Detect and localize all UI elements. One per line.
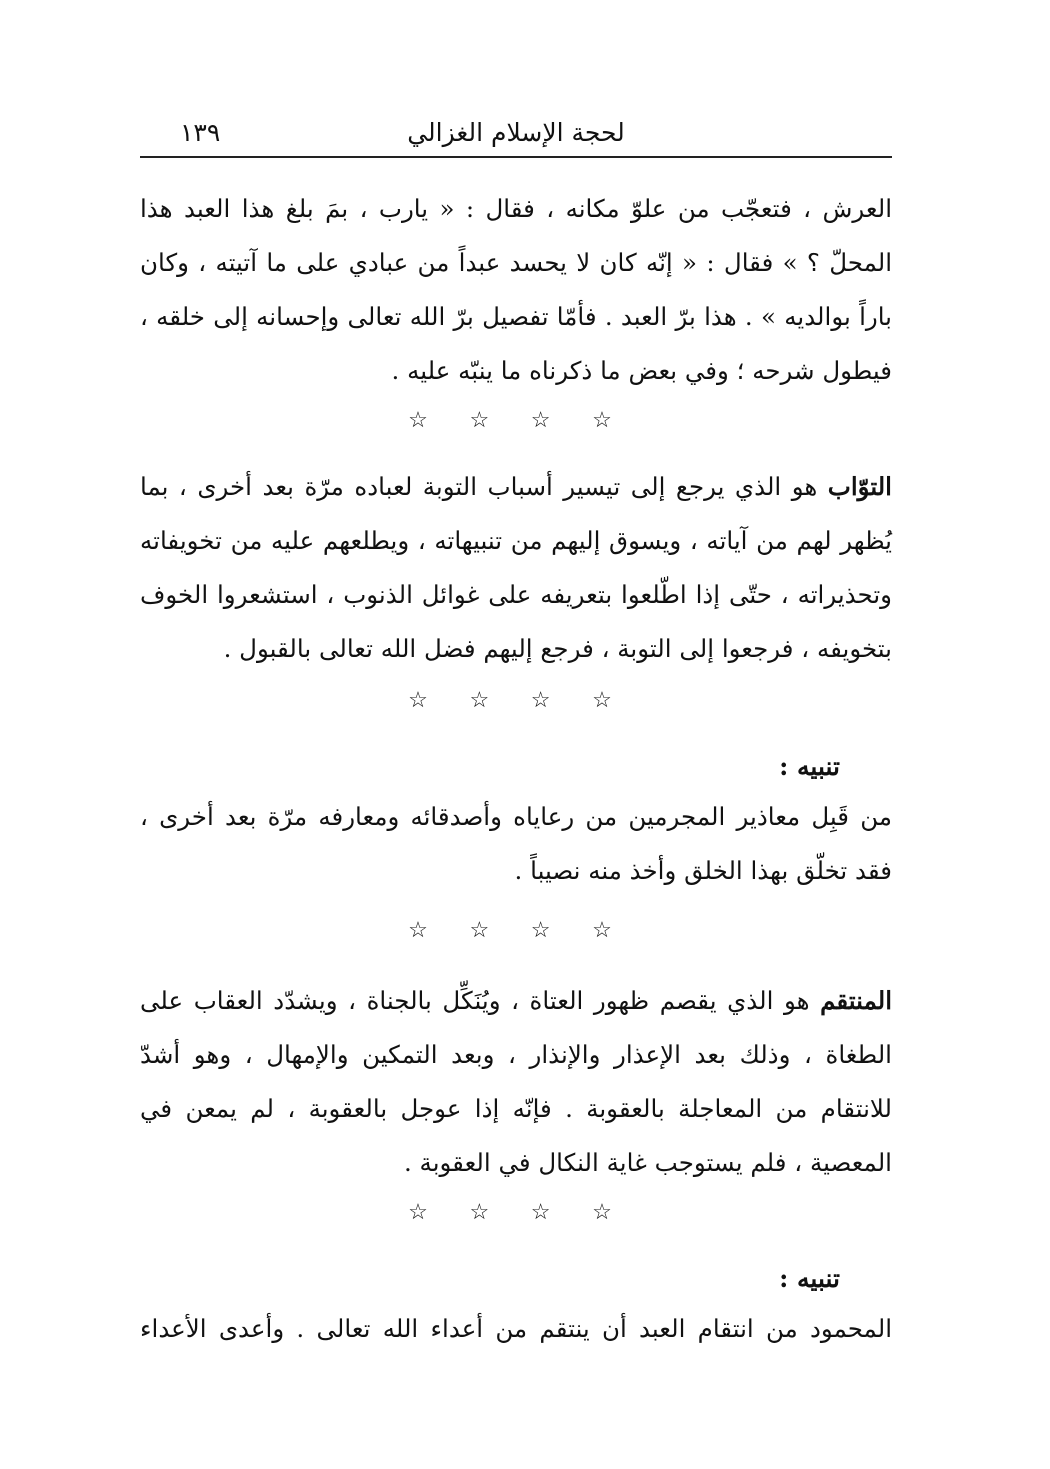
star-icon: ☆ bbox=[408, 918, 428, 943]
star-icon: ☆ bbox=[592, 918, 612, 943]
star-icon: ☆ bbox=[469, 918, 490, 943]
tawwab-text: هو الذي يرجع إلى تيسير أسباب التوبة لعباده مرّة بعد أخرى ، بما يُظهر لهم من آياته ، ويسوق إليهم من تنبيهاته ، ويطلعهم عليه من تخويفاته وتحذيراته ، حتّى إذا اطّلعوا بتعريفه على غوائل الذنوب ، استشعروا الخوف بتخويفه ، فرجعوا إلى التوبة ، فرجع إليهم فضل الله تعالى بالقبول . bbox=[140, 472, 892, 663]
star-icon: ☆ bbox=[408, 408, 428, 433]
header-title: لحجة الإسلام الغزالي bbox=[407, 118, 625, 147]
separator-stars-2 bbox=[405, 686, 615, 716]
page-number: ١٣٩ bbox=[180, 118, 221, 147]
star-icon: ☆ bbox=[530, 688, 551, 713]
star-icon: ☆ bbox=[469, 1200, 490, 1225]
star-icon: ☆ bbox=[469, 688, 490, 713]
paragraph-muntaqim bbox=[140, 974, 892, 1190]
running-header bbox=[140, 108, 892, 158]
star-icon: ☆ bbox=[530, 408, 551, 433]
term-muntaqim: المنتقم bbox=[820, 986, 892, 1015]
star-icon: ☆ bbox=[530, 1200, 551, 1225]
note-title-1: تنبيه : bbox=[779, 752, 840, 781]
star-icon: ☆ bbox=[469, 408, 490, 433]
star-icon: ☆ bbox=[408, 1200, 428, 1225]
note-text-2: المحمود من انتقام العبد أن ينتقم من أعداء الله تعالى . وأعدى الأعداء bbox=[140, 1314, 892, 1343]
star-icon: ☆ bbox=[530, 918, 551, 943]
separator-stars-4 bbox=[405, 1198, 615, 1228]
paragraph-tawwab bbox=[140, 460, 892, 676]
star-icon: ☆ bbox=[408, 688, 428, 713]
note-text-1: من قَبِل معاذير المجرمين من رعاياه وأصدقائه ومعارفه مرّة بعد أخرى ، فقد تخلّق بهذا الخلق وأخذ منه نصيباً . bbox=[140, 802, 892, 885]
term-tawwab: التوّاب bbox=[827, 472, 892, 501]
star-icon: ☆ bbox=[592, 1200, 612, 1225]
separator-stars-3 bbox=[405, 916, 615, 946]
separator-stars-1 bbox=[405, 406, 615, 436]
muntaqim-text: هو الذي يقصم ظهور العتاة ، ويُنَكِّل بالجناة ، ويشدّد العقاب على الطغاة ، وذلك بعد الإعذار والإنذار ، وبعد التمكين والإمهال ، وهو أشدّ للانتقام من المعاجلة بالعقوبة . فإنّه إذا عوجل بالعقوبة ، لم يمعن في المعصية ، فلم يستوجب غاية النكال في العقوبة . bbox=[140, 986, 892, 1177]
star-icon: ☆ bbox=[592, 408, 612, 433]
note-title-2: تنبيه : bbox=[779, 1264, 840, 1293]
star-icon: ☆ bbox=[592, 688, 612, 713]
paragraph-1: العرش ، فتعجّب من علوّ مكانه ، فقال : « يارب ، بمَ بلغ هذا العبد هذا المحلّ ؟ » فقال : « إنّه كان لا يحسد عبداً من عبادي على ما آتيته ، وكان باراً بوالديه » . هذا برّ العبد . فأمّا تفصيل برّ الله تعالى وإحسانه إلى خلقه ، فيطول شرحه ؛ وفي بعض ما ذكرناه ما ينبّه عليه . bbox=[140, 194, 892, 385]
